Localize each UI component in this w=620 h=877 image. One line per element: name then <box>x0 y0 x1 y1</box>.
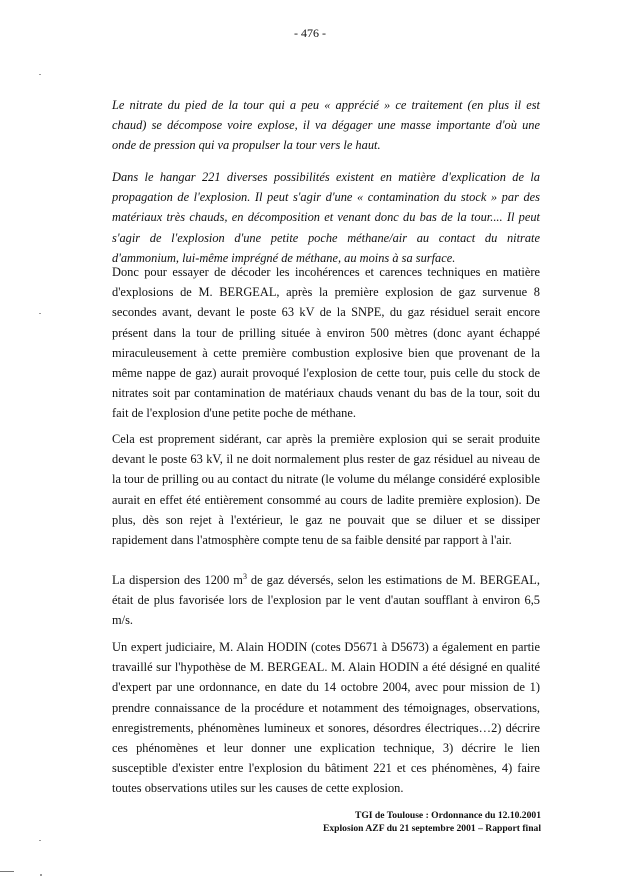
scan-edge-mark <box>0 871 14 872</box>
margin-mark <box>39 313 41 314</box>
footer-court-line: TGI de Toulouse : Ordonnance du 12.10.2001 <box>354 810 541 821</box>
italic-paragraph-hangar-221: Dans le hangar 221 diverses possibilités existent en matière d'explication de la propagation de l'explosion. Il peut s'agir d'une « contamination du stock » par des matériaux très chauds, en décomposition et venant donc du bas de la tour.... Il peut s'agir de l'explosion d'une petite poche méthane/air au contact du nitrate d'ammonium, lui-même imprégné de méthane, au moins à sa surface. <box>112 170 540 265</box>
paragraph-critique: Cela est proprement sidérant, car après la première explosion qui se serait produite devant le poste 63 kV, il ne doit normalement plus rester de gaz résiduel au niveau de la tour de prilling ou au contact du nitrate (le volume du mélange considéré explosible aurait en effet été entièrement consommé au cours de ladite première explosion). De plus, dès son rejet à l'extérieur, le gaz ne pouvait que se diluer et se dissiper rapidement dans l'atmosphère compte tenu de sa faible densité par rapport à l'air. <box>112 432 540 548</box>
cubic-superscript: 3 <box>242 571 247 581</box>
footer-report-line: Explosion AZF du 21 septembre 2001 – Rapport final <box>322 822 541 834</box>
margin-mark <box>39 74 41 75</box>
gas-dispersion-text-end: de gaz déversés, selon les estimations de M. BERGEAL, était de plus favorisée lors de l'explosion par le vent d'autan soufflant à environ 6,5 m/s. <box>112 573 540 628</box>
gas-dispersion-text-start: La dispersion des 1200 m <box>112 573 243 587</box>
document-footer <box>323 810 541 835</box>
paragraph-expert-hodin: Un expert judiciaire, M. Alain HODIN (cotes D5671 à D5673) a également en partie travaillé sur l'hypothèse de M. BERGEAL. M. Alain HODIN a été désigné en qualité d'expert par une ordonnance, en date du 14 octobre 2004, avec pour mission de 1) prendre connaissance de la procédure et notamment des témoignages, observations, enregistrements, phénomènes lumineux et sonores, désordres électriques…2) décrire ces phénomènes et leur donner une explication technique, 3) décrire le lien susceptible d'exister entre l'explosion du bâtiment 221 et ces phénomènes, 4) faire toutes observations utiles sur les causes de cette explosion. <box>112 640 540 796</box>
paragraph-gas-dispersion <box>112 570 540 631</box>
italic-paragraph-nitrate: Le nitrate du pied de la tour qui a peu « apprécié » ce traitement (en plus il est chaud) se décompose voire explose, il va dégager une masse importante d'où une onde de pression qui va propulser la tour vers le haut. <box>112 98 540 153</box>
paragraph-bergeal-hypothesis: Donc pour essayer de décoder les incohérences et carences techniques en matière d'explosions de M. BERGEAL, après la première explosion de gaz survenue 8 secondes avant, devant le poste 63 kV de la SNPE, du gaz résiduel serait encore présent dans la tour de prilling située à environ 500 mètres (donc ayant échappé miraculeusement à cette première combustion explosive bien que provenant de la même nappe de gaz) aurait provoqué l'explosion de cette tour, puis celle du stock de nitrates soit par contamination de matériaux chauds venant du bas de la tour, soit du fait de l'explosion d'une petite poche de méthane. <box>112 265 540 421</box>
page-number: - 476 - <box>294 26 326 40</box>
scan-dot-mark <box>40 874 42 876</box>
margin-mark <box>39 840 41 841</box>
